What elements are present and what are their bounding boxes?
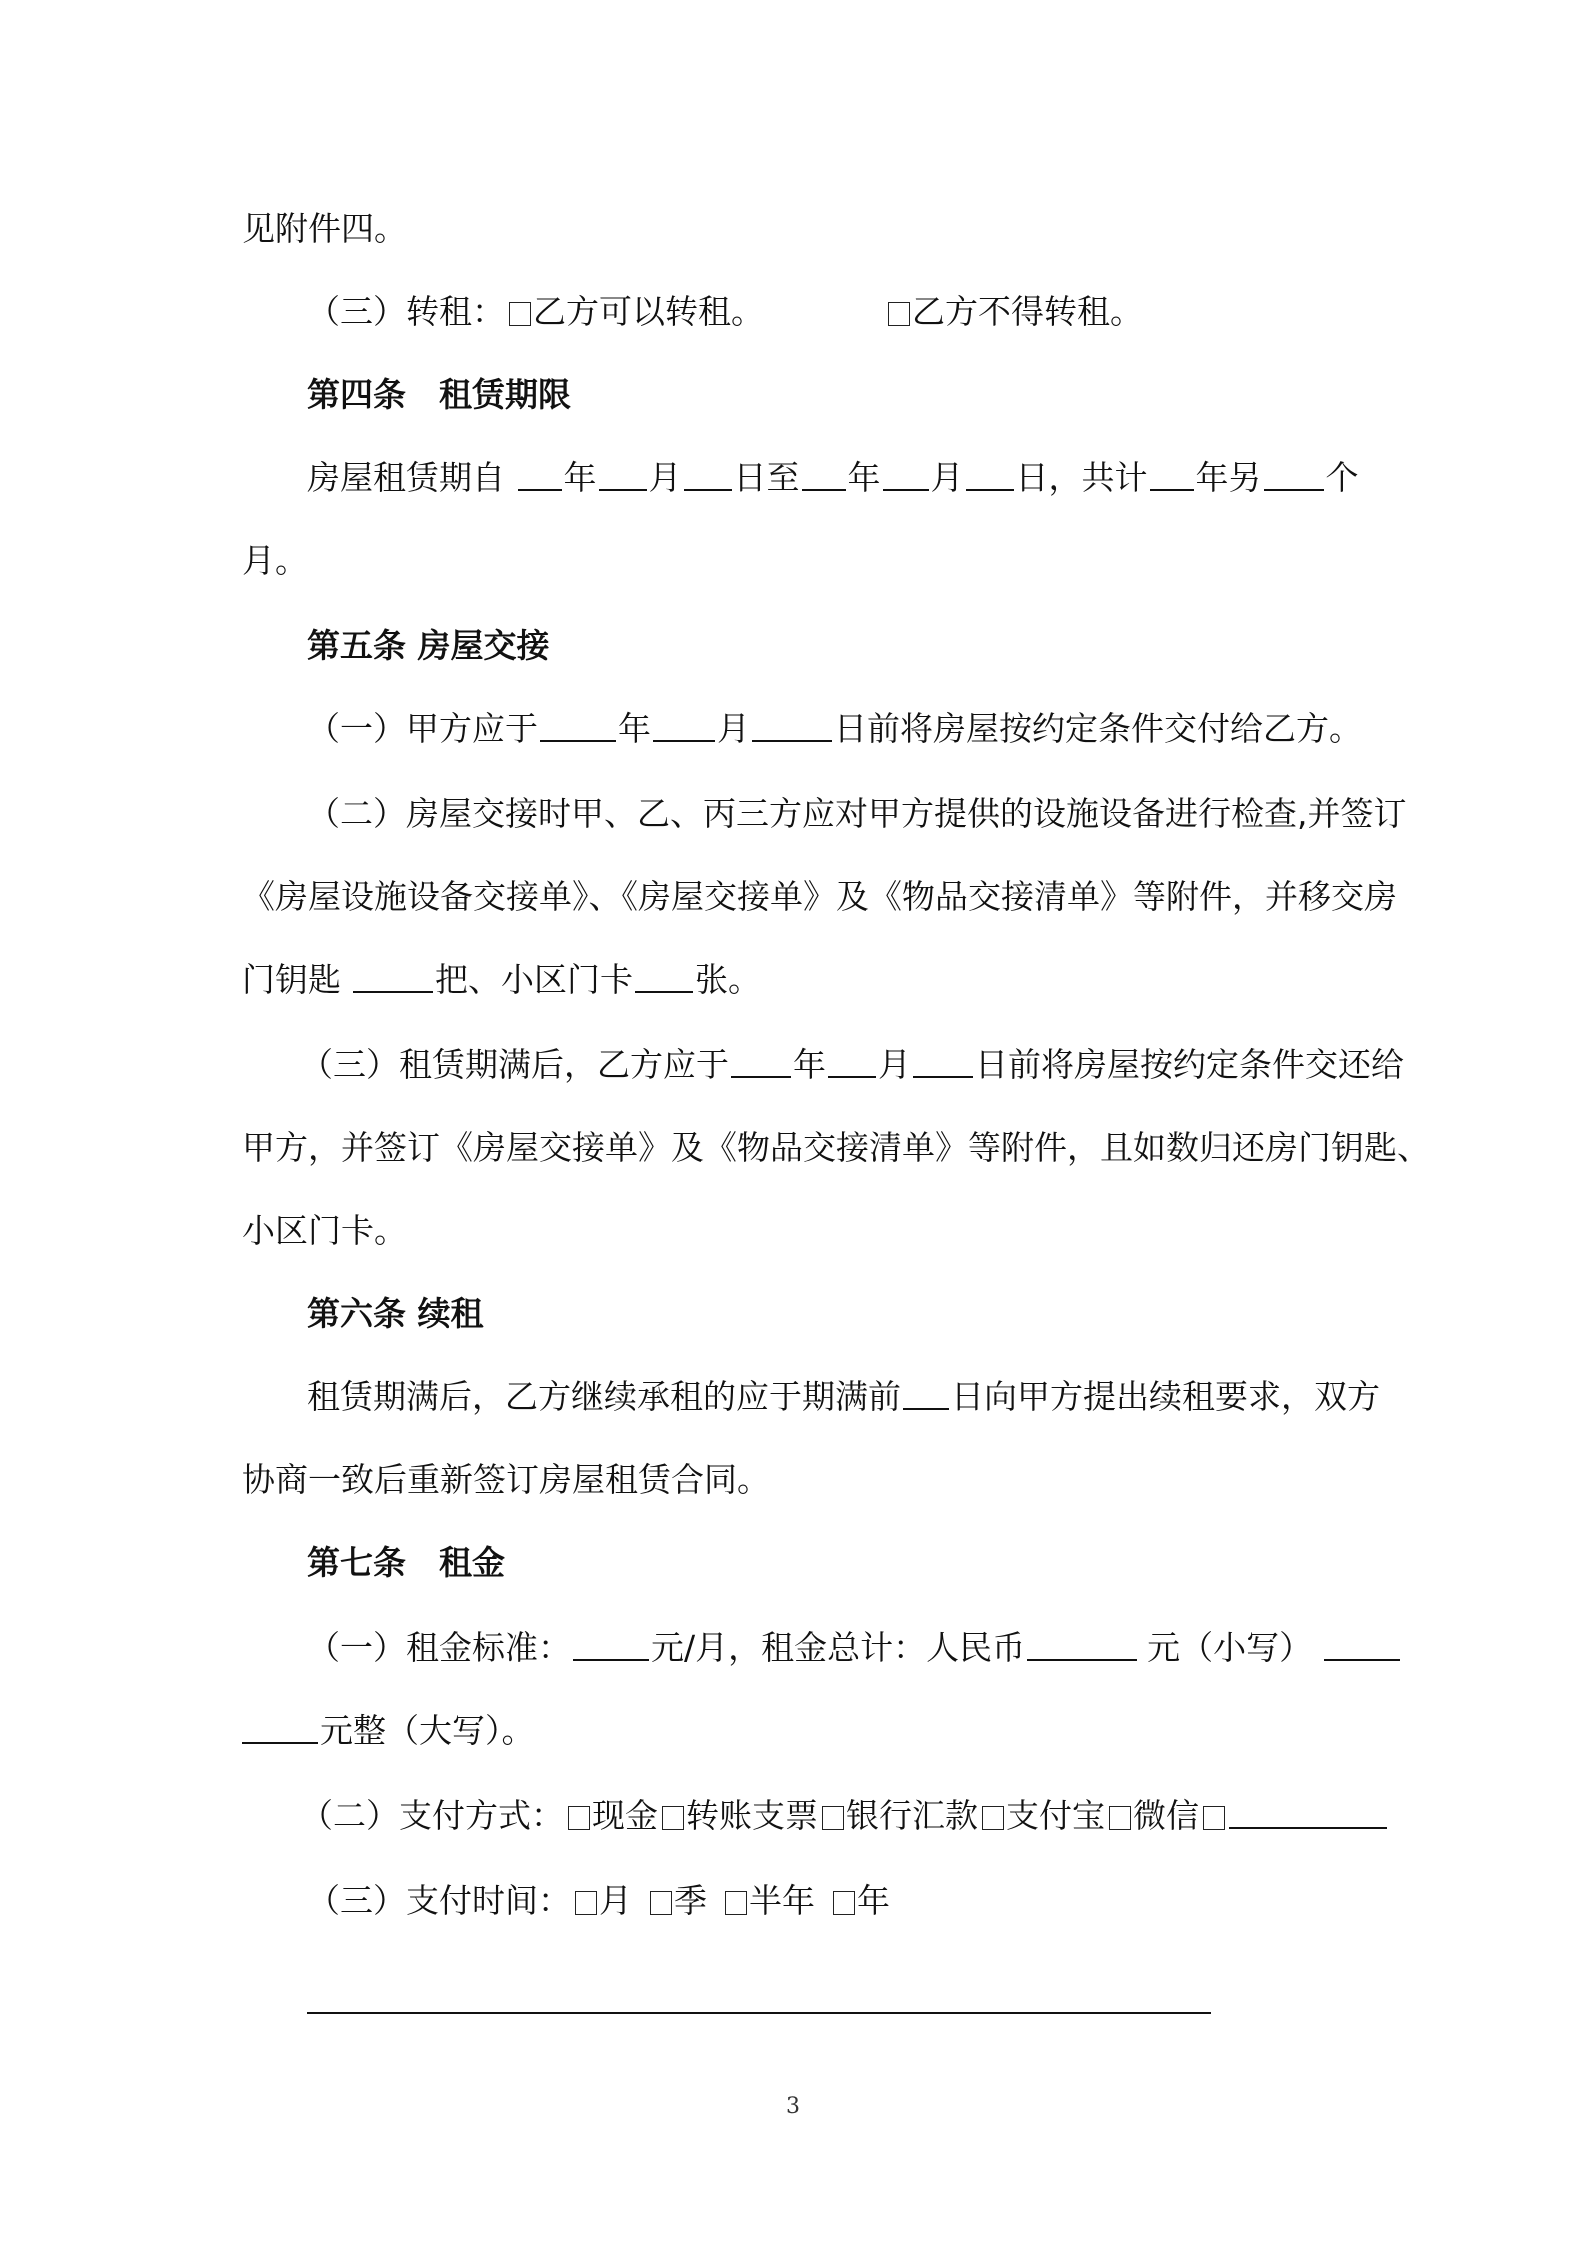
blank-start-month[interactable] xyxy=(599,459,647,491)
paragraph-payment-method xyxy=(0,1794,1586,1838)
text: 《房屋设施设备交接单》、《房屋交接单》及《物品交接清单》等附件，并移交房 xyxy=(242,877,1397,916)
text: 日前将房屋按约定条件交付给乙方。 xyxy=(834,709,1362,748)
blank-total-years[interactable] xyxy=(1150,459,1194,491)
option-label: 年 xyxy=(857,1881,890,1920)
blank-other-method[interactable] xyxy=(1229,1797,1387,1829)
text: 月 xyxy=(878,1045,911,1084)
checkbox-transfer-check[interactable] xyxy=(662,1806,684,1830)
option-label: 月 xyxy=(599,1881,632,1920)
blank-monthly-rent[interactable] xyxy=(573,1629,649,1661)
text: （一）租金标准： xyxy=(307,1628,571,1667)
text: 把、小区门卡 xyxy=(435,960,633,999)
text: 月 xyxy=(717,709,750,748)
text: 年 xyxy=(847,458,881,497)
paragraph-payment-time xyxy=(0,1879,1586,1923)
checkbox-yearly[interactable] xyxy=(833,1891,855,1915)
paragraph-return-l3 xyxy=(0,1209,1586,1253)
text: 张。 xyxy=(695,960,761,999)
blank-total-rent-words-b[interactable] xyxy=(242,1712,318,1744)
blank-start-year[interactable] xyxy=(518,459,562,491)
text: （二）房屋交接时甲、乙、丙三方应对甲方提供的设施设备进行检查,并签订 xyxy=(307,794,1407,833)
text: （三）租赁期满后，乙方应于 xyxy=(300,1045,729,1084)
text: 甲方，并签订《房屋交接单》及《物品交接清单》等附件，且如数归还房门钥匙、 xyxy=(242,1128,1430,1167)
text: 年另 xyxy=(1195,458,1262,497)
option-label: 乙方不得转租。 xyxy=(912,292,1143,331)
blank-total-rent-words-a[interactable] xyxy=(1324,1629,1400,1661)
checkbox-sublease-forbidden[interactable] xyxy=(888,302,910,326)
page-number: 3 xyxy=(786,2094,800,2119)
option-label: 转账支票 xyxy=(686,1796,818,1835)
paragraph-handover-inspection xyxy=(0,792,1586,836)
checkbox-other[interactable] xyxy=(1203,1806,1225,1830)
text: （三）支付时间： xyxy=(307,1881,571,1920)
paragraph-return xyxy=(0,1043,1586,1087)
text: （一）甲方应于 xyxy=(307,709,538,748)
blank-return-year[interactable] xyxy=(731,1046,791,1078)
paragraph-handover-date xyxy=(0,707,1586,751)
text: 月 xyxy=(930,458,964,497)
blank-renewal-days[interactable] xyxy=(903,1378,949,1410)
paragraph-return-l2 xyxy=(0,1126,1586,1170)
text: 协商一致后重新签订房屋租赁合同。 xyxy=(242,1460,770,1499)
option-label: 乙方可以转租。 xyxy=(533,292,764,331)
text: 日前将房屋按约定条件交还给 xyxy=(975,1045,1404,1084)
checkbox-monthly[interactable] xyxy=(575,1891,597,1915)
checkbox-quarterly[interactable] xyxy=(650,1891,672,1915)
paragraph-renewal-l2 xyxy=(0,1458,1586,1502)
blank-return-month[interactable] xyxy=(828,1046,876,1078)
option-label: 半年 xyxy=(749,1881,815,1920)
heading-text: 第六条 续租 xyxy=(307,1294,484,1333)
text: 日向甲方提出续租要求，双方 xyxy=(951,1377,1380,1416)
blank-end-year[interactable] xyxy=(802,459,846,491)
text: 见附件四。 xyxy=(242,209,407,248)
paragraph-sublease xyxy=(0,290,1586,334)
article-7-heading xyxy=(0,1541,1586,1585)
paragraph-rent-standard-l2 xyxy=(0,1709,1586,1753)
option-label: 银行汇款 xyxy=(846,1796,978,1835)
text: 日至 xyxy=(733,458,800,497)
text: （三）转租： xyxy=(307,292,505,331)
option-label: 季 xyxy=(674,1881,707,1920)
paragraph-renewal xyxy=(0,1375,1586,1419)
blank-end-month[interactable] xyxy=(883,459,929,491)
text: 个 xyxy=(1325,458,1359,497)
signature-line xyxy=(307,2012,1211,2014)
checkbox-half-year[interactable] xyxy=(725,1891,747,1915)
blank-start-day[interactable] xyxy=(684,459,732,491)
text: 元整（大写）。 xyxy=(320,1711,535,1750)
text: 房屋租赁期自 xyxy=(307,458,505,497)
checkbox-sublease-allowed[interactable] xyxy=(509,302,531,326)
checkbox-cash[interactable] xyxy=(568,1806,590,1830)
paragraph-attachment-ref xyxy=(0,207,1586,251)
blank-extra-months[interactable] xyxy=(1264,459,1324,491)
text: 年 xyxy=(793,1045,826,1084)
option-label: 现金 xyxy=(592,1796,658,1835)
blank-key-count[interactable] xyxy=(353,961,433,993)
text: 日，共计 xyxy=(1015,458,1148,497)
blank-end-day[interactable] xyxy=(966,459,1014,491)
heading-text: 第四条 租赁期限 xyxy=(307,375,571,414)
blank-handover-day[interactable] xyxy=(752,710,832,742)
heading-text: 第五条 房屋交接 xyxy=(307,626,550,665)
heading-text: 第七条 租金 xyxy=(307,1543,505,1582)
text: 年 xyxy=(618,709,651,748)
text: 月。 xyxy=(242,541,308,580)
checkbox-alipay[interactable] xyxy=(982,1806,1004,1830)
blank-handover-month[interactable] xyxy=(653,710,715,742)
article-6-heading xyxy=(0,1292,1586,1336)
blank-handover-year[interactable] xyxy=(540,710,616,742)
paragraph-handover-inspection-l3 xyxy=(0,958,1586,1002)
blank-return-day[interactable] xyxy=(913,1046,973,1078)
article-4-heading xyxy=(0,373,1586,417)
text: 门钥匙 xyxy=(242,960,341,999)
paragraph-handover-inspection-l2 xyxy=(0,875,1586,919)
checkbox-bank-remittance[interactable] xyxy=(822,1806,844,1830)
blank-total-rent-figures[interactable] xyxy=(1027,1629,1137,1661)
text: 租赁期满后，乙方继续承租的应于期满前 xyxy=(307,1377,901,1416)
text: 小区门卡。 xyxy=(242,1211,407,1250)
text: 年 xyxy=(563,458,597,497)
paragraph-rent-standard xyxy=(0,1626,1586,1670)
option-label: 微信 xyxy=(1133,1796,1199,1835)
checkbox-wechat[interactable] xyxy=(1109,1806,1131,1830)
paragraph-lease-term-cont xyxy=(0,539,1586,583)
text: （二）支付方式： xyxy=(300,1796,564,1835)
option-label: 支付宝 xyxy=(1006,1796,1105,1835)
paragraph-lease-term xyxy=(0,456,1586,500)
text: 月 xyxy=(648,458,682,497)
text: 元/月，租金总计：人民币 xyxy=(651,1628,1026,1667)
blank-card-count[interactable] xyxy=(635,961,693,993)
text: 元（小写） xyxy=(1147,1628,1313,1667)
article-5-heading xyxy=(0,624,1586,668)
